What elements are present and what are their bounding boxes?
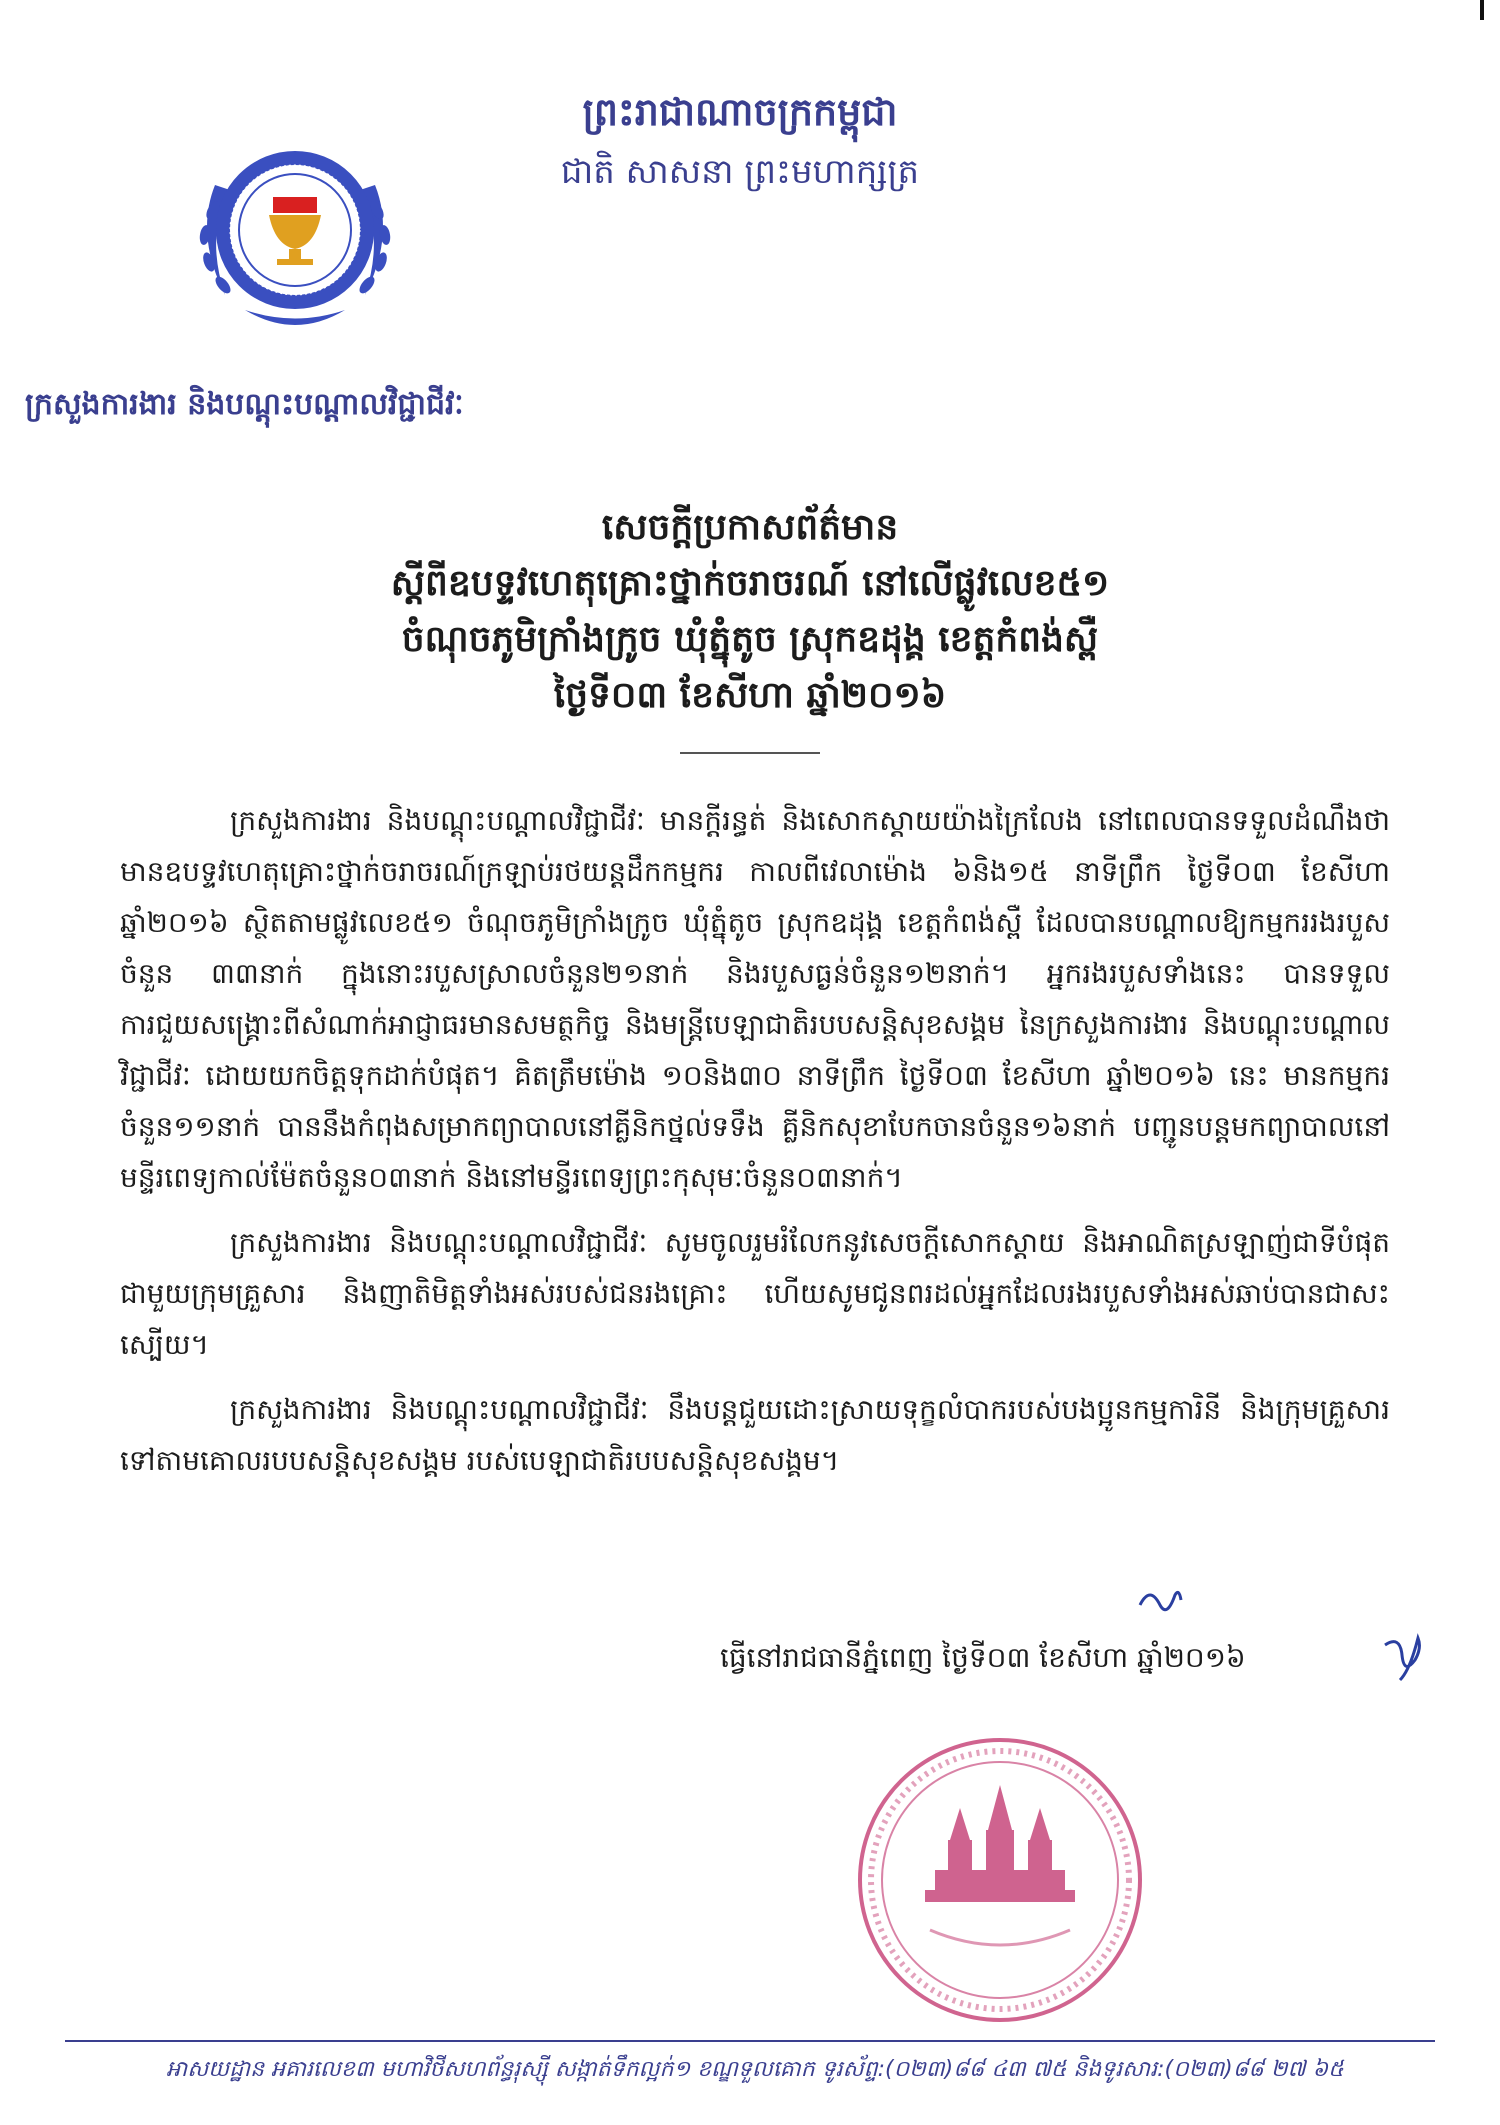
title-divider xyxy=(680,752,820,754)
official-seal xyxy=(850,1730,1150,2030)
signature-mark xyxy=(1135,1580,1185,1620)
ministry-logo xyxy=(175,115,415,355)
national-motto: ជាតិ សាសនា ព្រះមហាក្សត្រ xyxy=(560,152,920,192)
signature-mark-2 xyxy=(1380,1630,1430,1685)
body-paragraph-2: ក្រសួងការងារ និងបណ្តុះបណ្តាលវិជ្ជាជីវៈ សូមចូលរួមរំលែកនូវសេចក្តីសោកស្តាយ និងអាណិតស្រឡាញ់ជាទីបំផុតជាមួយក្រុមគ្រួសារ និងញាតិមិត្តទាំងអស់របស់ជនរងគ្រោះ ហើយសូមជូនពរដល់អ្នកដែលរងរបួសទាំងអស់ឆាប់បានជាសះស្បើយ។ xyxy=(120,1226,1390,1361)
title-line-1: សេចក្តីប្រកាសព័ត៌មាន xyxy=(601,507,899,548)
place-and-date: ធ្វើនៅរាជធានីភ្នំពេញ ថ្ងៃទី០៣ ខែសីហា ឆ្នាំ២០១៦ xyxy=(720,1641,1246,1674)
footer-divider xyxy=(65,2040,1435,2042)
body-paragraph-1: ក្រសួងការងារ និងបណ្តុះបណ្តាលវិជ្ជាជីវៈ មានក្តីរន្ធត់ និងសោកស្តាយយ៉ាងក្រៃលែង នៅពេលបានទទួលដំណឹងថា មានឧបទ្ទវហេតុគ្រោះថ្នាក់ចរាចរណ៍ក្រឡាប់រថយន្តដឹកកម្មករ កាលពីវេលាម៉ោង ៦និង១៥ នាទីព្រឹក ថ្ងៃទី០៣ ខែសីហា ឆ្នាំ២០១៦ ស្ថិតតាមផ្លូវលេខ៥១ ចំណុចភូមិក្រាំងក្រូច ឃុំត្នុំតូច ស្រុកឧដុង្គ ខេត្តកំពង់ស្ពឺ ដែលបានបណ្តាលឱ្យកម្មកររងរបួសចំនួន ៣៣នាក់ ក្នុងនោះរបួសស្រាលចំនួន២១នាក់ និងរបួសធ្ងន់ចំនួន១២នាក់។ អ្នករងរបួសទាំងនេះ បានទទួលការជួយសង្គ្រោះពីសំណាក់អាជ្ញាធរមានសមត្ថកិច្ច និងមន្ត្រីបេឡាជាតិរបបសន្តិសុខសង្គម នៃក្រសួងការងារ និងបណ្តុះបណ្តាលវិជ្ជាជីវៈ ដោយយកចិត្តទុកដាក់បំផុត។ គិតត្រឹមម៉ោង ១០និង៣០ នាទីព្រឹក ថ្ងៃទី០៣ ខែសីហា ឆ្នាំ២០១៦ នេះ មានកម្មករចំនួន១១នាក់ បាននឹងកំពុងសម្រាកព្យាបាលនៅគ្លីនិកថ្នល់ទទឹង គ្លីនិកសុខាបែកចានចំនួន១៦នាក់ បញ្ជូនបន្តមកព្យាបាលនៅមន្ទីរពេទ្យកាល់ម៉ែតចំនួន០៣នាក់ និងនៅមន្ទីរពេទ្យព្រះកុសុមៈចំនួន០៣នាក់។ xyxy=(120,804,1390,1194)
title-line-2: ស្តីពីឧបទ្ទវហេតុគ្រោះថ្នាក់ចរាចរណ៍ នៅលើផ្លូវលេខ៥១ xyxy=(390,563,1110,604)
corner-mark xyxy=(1480,0,1484,20)
announcement-title xyxy=(200,500,1300,724)
footer-address: អាសយដ្ឋាន អគារលេខ៣ មហាវិថីសហព័ន្ធរុស្ស៊ី សង្កាត់ទឹកល្អក់១ ខណ្ឌទួលគោក ទូរស័ព្ទ:(០២៣)៨៨ ៤៣ ៧៥ និងទូរសារ:(០២៣)៨៨ ២៧ ៦៥ xyxy=(166,2057,1344,2082)
body-paragraph-3: ក្រសួងការងារ និងបណ្តុះបណ្តាលវិជ្ជាជីវៈ នឹងបន្តជួយដោះស្រាយទុក្ខលំបាករបស់បងប្អូនកម្មការិនី និងក្រុមគ្រួសារទៅតាមគោលរបបសន្តិសុខសង្គម របស់បេឡាជាតិរបបសន្តិសុខសង្គម។ xyxy=(120,1393,1390,1477)
kingdom-heading: ព្រះរាជាណាចក្រកម្ពុជា xyxy=(582,90,898,134)
ministry-name: ក្រសួងការងារ និងបណ្តុះបណ្តាលវិជ្ជាជីវៈ xyxy=(25,387,464,422)
title-line-3: ចំណុចភូមិក្រាំងក្រូច ឃុំត្នុំតូច ស្រុកឧដុង្គ ខេត្តកំពង់ស្ពឺ xyxy=(401,619,1099,660)
title-line-4: ថ្ងៃទី០៣ ខែសីហា ឆ្នាំ២០១៦ xyxy=(553,675,947,716)
announcement-body xyxy=(120,795,1390,1500)
